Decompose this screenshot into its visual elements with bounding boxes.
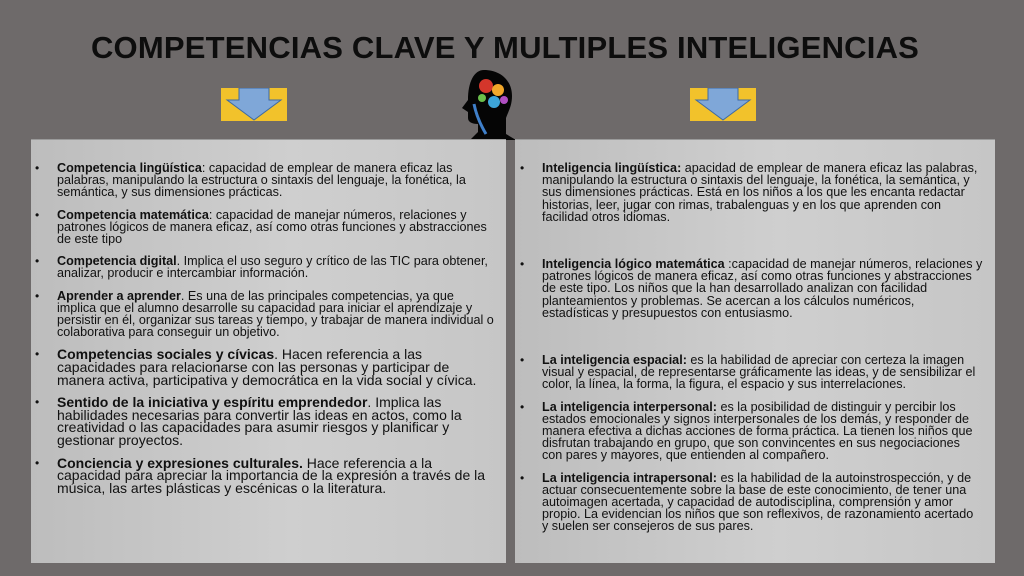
list-item: • La inteligencia interpersonal: es la posibilidad de distinguir y percibir los estados emocionales y signos interpersonales de los demás, y responder de manera efectiva a dichas acciones de forma práctica. La tienen los niños que disfrutan trabajando en grupo, que son convincentes en sus negociaciones con pares y mayores, que entienden al compañero. [542, 401, 983, 462]
list-item: • Inteligencia lógico matemática :capacidad de manejar números, relaciones y patrones lógicos de manera eficaz, así como otras funciones y abstracciones de este tipo. Los niños que la han desarrollado analizan con facilidad planteamientos y problemas. Se acercan a los cálculos numéricos, estadísticas y presupuestos con entusiasmo. [542, 258, 983, 319]
competencias-panel [31, 139, 506, 563]
list-item: • Aprender a aprender. Es una de las principales competencias, ya que implica que el alumno desarrolle su capacidad para iniciar el aprendizaje y persistir en él, organizar sus tareas y tiempo, y trabajar de manera individual o colaborativa para conseguir un objetivo. [57, 290, 496, 339]
down-arrow-icon [221, 88, 287, 121]
list-item: • Conciencia y expresiones culturales. Hace referencia a la capacidad para apreciar la importancia de la expresión a través de la música, las artes plásticas y escénicas o la literatura. [57, 457, 496, 495]
list-item: • Competencia matemática: capacidad de manejar números, relaciones y patrones lógicos de manera eficaz, así como otras funciones y abstracciones de este tipo [57, 209, 496, 246]
page-title: COMPETENCIAS CLAVE Y MULTIPLES INTELIGENCIAS [90, 30, 920, 65]
list-item: • Competencia lingüística: capacidad de emplear de manera eficaz las palabras, manipulando la estructura o sintaxis del lenguaje, la fonética, la semántica, y sus dimensiones prácticas. [57, 162, 496, 199]
list-item: • Competencia digital. Implica el uso seguro y crítico de las TIC para obtener, analizar, producir e intercambiar información. [57, 255, 496, 279]
inteligencias-panel [515, 139, 995, 563]
head-gears-icon [456, 68, 518, 140]
list-item: • Inteligencia lingüística: apacidad de emplear de manera eficaz las palabras, manipulando la estructura o sintaxis del lenguaje, la fonética, la semántica, y sus dimensiones prácticas. Está en los niños a los que les encanta redactar historias, leer, jugar con rimas, trabalenguas y en los que aprenden con facilidad otros idiomas. [542, 162, 983, 223]
list-item: • La inteligencia espacial: es la habilidad de apreciar con certeza la imagen visual y espacial, de representarse gráficamente las ideas, y de sensibilizar el color, la línea, la forma, la figura, el espacio y sus interrelaciones. [542, 354, 983, 391]
down-arrow-icon [690, 88, 756, 121]
list-item: • Competencias sociales y cívicas. Hacen referencia a las capacidades para relacionarse con las personas y participar de manera activa, participativa y democrática en la vida social y cívica. [57, 348, 496, 386]
list-item: • Sentido de la iniciativa y espíritu emprendedor. Implica las habilidades necesarias para convertir las ideas en actos, como la creatividad o las capacidades para asumir riesgos y planificar y gestionar proyectos. [57, 396, 496, 446]
list-item: • La inteligencia intrapersonal: es la habilidad de la autoinstrospección, y de actuar consecuentemente sobre la base de este conocimiento, de tener una autoimagen acertada, y capacidad de autodisciplina, comprensión y amor propio. La evidencian los niños que son reflexivos, de razonamiento acertado y suelen ser consejeros de sus pares. [542, 472, 983, 533]
